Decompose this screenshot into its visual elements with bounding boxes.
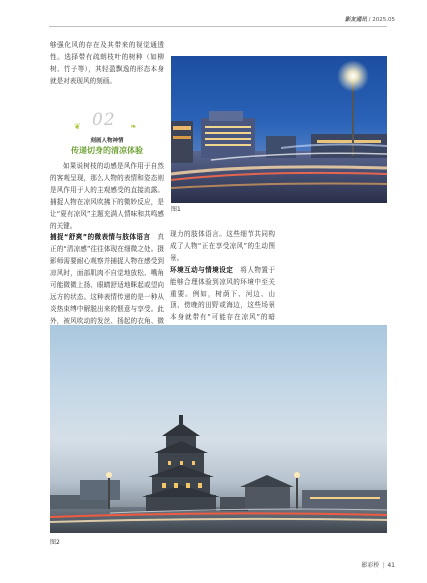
paragraph-1: 如果说树枝的动感是风作用于自然的客观呈现，那么人物的表情和姿态则是风作用于人的主观感受的直接流露。捕捉人物在凉风吹拂下的微妙反应，是让“夏有凉风”主题充满人情味和共鸣感的关键。	[50, 162, 164, 230]
section-title: 传递切身的清凉体验	[71, 145, 143, 155]
section-number: 02	[92, 110, 116, 130]
section-heading	[50, 110, 164, 160]
leaf-left-icon: ❦	[74, 122, 81, 131]
magazine-name: 影友通讯	[344, 17, 367, 23]
night-city-street-image	[171, 56, 387, 203]
leaf-right-icon: ❧	[130, 122, 137, 131]
page-number: 41	[387, 562, 395, 569]
figure-2-photo	[50, 325, 387, 533]
paragraph-2-continued: 现力的肢体语言。这些细节共同构成了人物“正在享受凉风”的生动图景。	[170, 230, 275, 262]
paragraph-3-text: 将人物置于能够合理体验到凉风的环境中至关重要。例如，树荫下、河边、山顶、傍晚的田野或海边，这些场景本身就带有“可能存在凉风”的暗	[170, 265, 276, 322]
pagoda-dusk-image	[50, 325, 387, 533]
header-divider	[49, 26, 387, 27]
paragraph-2-label: 捕捉“舒爽”的微表情与肢体语言	[50, 233, 151, 242]
section-subtitle: 刻画人物神情	[90, 138, 124, 144]
issue-date: 2025.05	[372, 17, 395, 23]
figure-2-caption: 图2	[50, 539, 60, 546]
page-footer	[361, 560, 395, 569]
section-body-left	[50, 161, 164, 352]
intro-paragraph	[50, 40, 164, 88]
footer-separator: |	[382, 562, 385, 569]
paragraph-3-label: 环境互动与情境设定	[170, 265, 234, 274]
intro-text: 够强化风的存在及其带来的视觉通透性。选择带有疏朗枝叶的树种（如柳树、竹子等），其轻盈飘逸的形态本身就是对表现风的刻画。	[50, 41, 164, 85]
paragraph-2-text: 真正的“清凉感”往往体现在细微之处。摄影师需要耐心观察并捕捉人物在感受到凉风时，面部肌肉不自觉地放松、嘴角可能微微上扬、眼睛舒适地眯起或望向远方的状态。这种表情传递的是一种从炎热束缚中解脱出来的惬意与享受。此外，被风吹动的发丝、扬起的衣角、微	[50, 233, 164, 325]
header-text: 影友通讯 / 2025.05	[344, 17, 395, 23]
footer-column-name: 影彩桥	[361, 562, 380, 569]
figure-1-photo	[171, 56, 387, 203]
figure-1-caption: 图1	[171, 206, 181, 213]
